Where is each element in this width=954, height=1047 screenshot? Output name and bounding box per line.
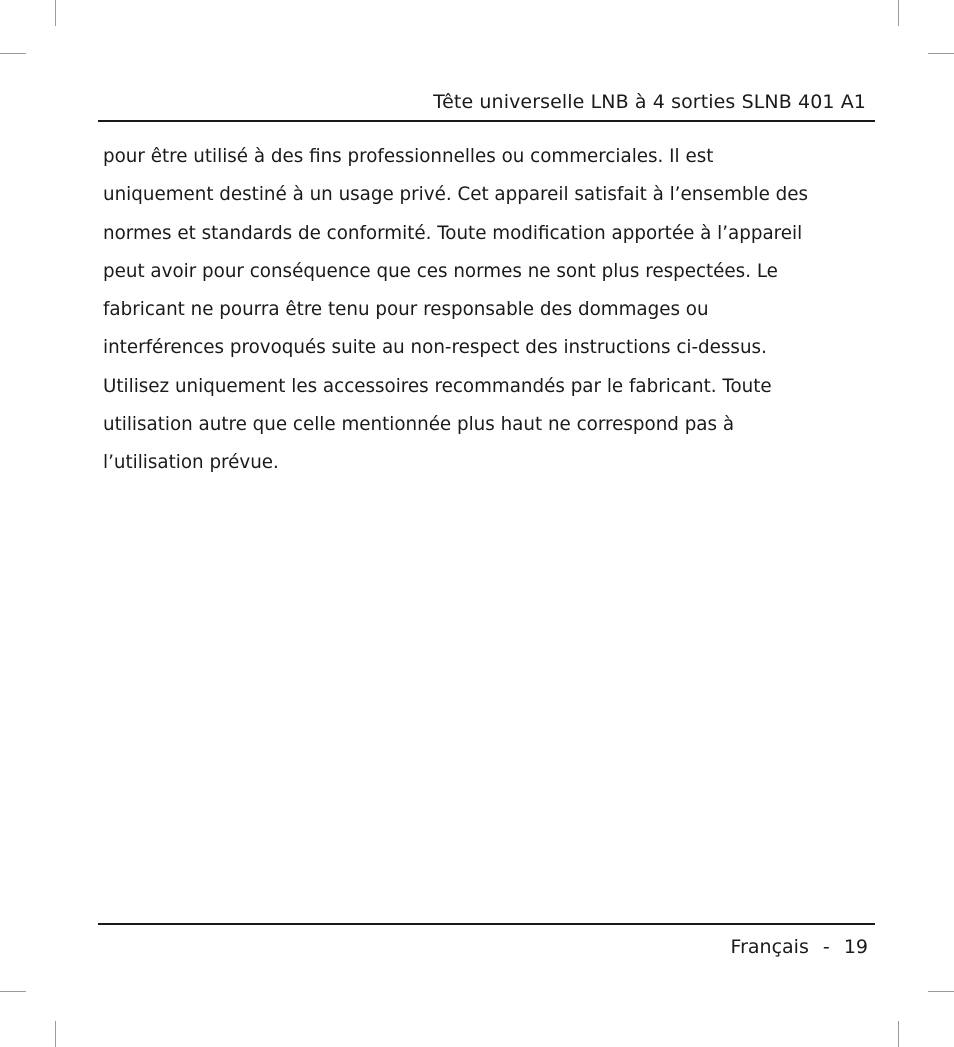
crop-mark-bottom-right-vertical — [898, 1021, 899, 1047]
footer-separator: - — [822, 936, 830, 958]
crop-mark-top-left-vertical — [55, 0, 56, 26]
body-line: utilisation autre que celle mentionnée plus haut ne correspond pas à — [103, 414, 735, 436]
body-line: uniquement destiné à un usage privé. Cet appareil satisfait à l’ensemble des — [103, 184, 809, 206]
crop-mark-top-left-horizontal — [0, 53, 26, 54]
crop-mark-bottom-left-vertical — [55, 1021, 56, 1047]
body-paragraph — [103, 138, 875, 483]
page-footer — [731, 934, 868, 960]
body-line: fabricant ne pourra être tenu pour responsable des dommages ou — [103, 299, 709, 321]
header-rule — [98, 120, 875, 122]
body-line: l’utilisation prévue. — [103, 452, 279, 474]
crop-mark-top-right-vertical — [898, 0, 899, 26]
body-line: pour être utilisé à des fins professionnelles ou commerciales. Il est — [103, 146, 714, 167]
footer-rule — [98, 923, 875, 925]
crop-mark-bottom-left-horizontal — [0, 991, 26, 992]
footer-language: Français — [730, 936, 809, 958]
page-number: 19 — [843, 936, 868, 958]
body-line: Utilisez uniquement les accessoires recommandés par le fabricant. Toute — [103, 375, 772, 397]
running-header-title: Tête universelle LNB à 4 sorties SLNB 401 A1 — [433, 91, 866, 113]
body-line: interférences provoqués suite au non-respect des instructions ci-dessus. — [103, 337, 767, 359]
crop-mark-bottom-right-horizontal — [928, 991, 954, 992]
crop-mark-top-right-horizontal — [928, 53, 954, 54]
body-line: normes et standards de conformité. Toute modification apportée à l’appareil — [103, 222, 803, 244]
body-line: peut avoir pour conséquence que ces normes ne sont plus respectées. Le — [103, 260, 778, 282]
